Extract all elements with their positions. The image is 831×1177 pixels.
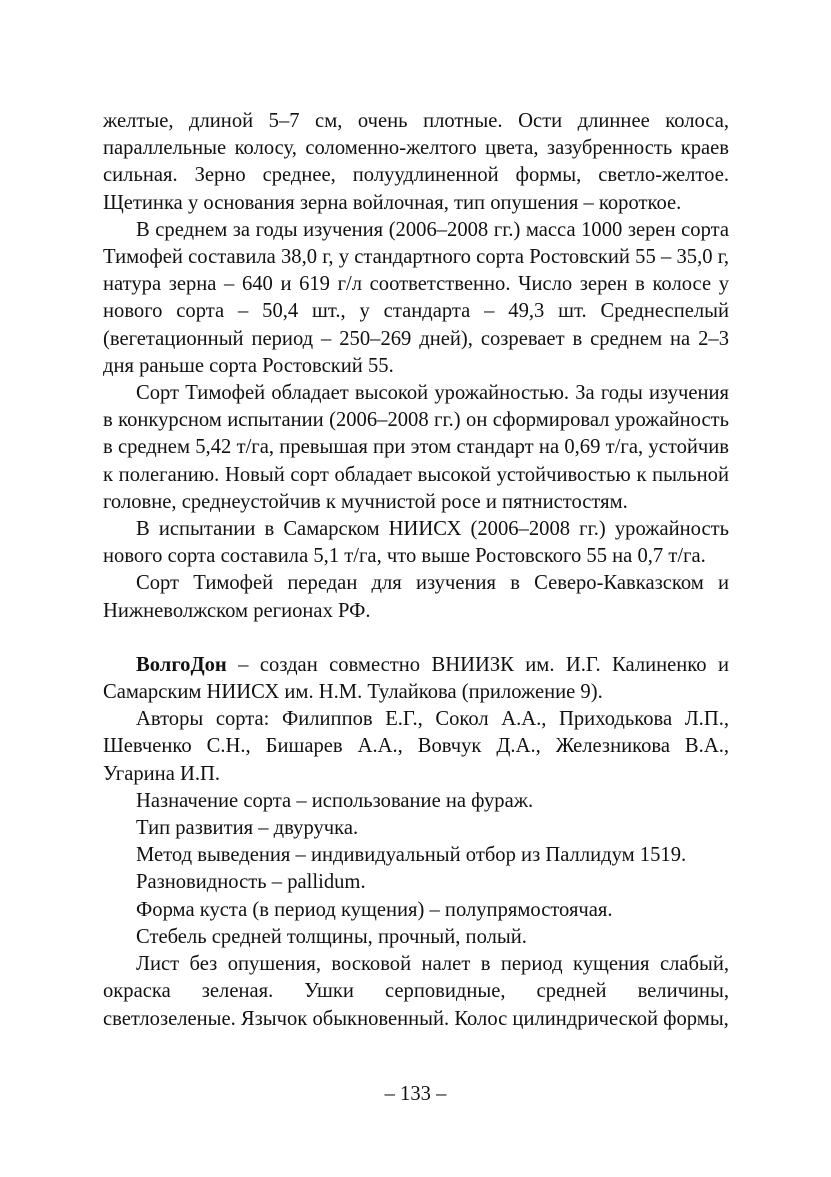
paragraph-purpose: Назначение сорта – использование на фураж. bbox=[136, 789, 534, 812]
paragraph-grain-mass: В среднем за годы изучения (2006–2008 гг.) масса 1000 зерен сорта Тимофей составила 38,0 г, у стандартного сорта Ростовский 55 – 35,0 г, натура зерна – 640 и 619 г/л соответственно. Число зерен в колосе у нового сорта – 50,4 шт., у стандарта – 49,3 шт. Среднеспелый (вегетационный период – 250–269 дней), созревает в среднем на 2–3 дня раньше сорта Ростовский 55. bbox=[103, 218, 729, 377]
paragraph-variety-intro bbox=[103, 652, 729, 706]
paragraph-bush-form: Форма куста (в период кущения) – полупрямостоячая. bbox=[136, 898, 613, 921]
section-gap bbox=[103, 625, 729, 652]
paragraph-stem: Стебель средней толщины, прочный, полый. bbox=[136, 925, 527, 948]
variety-intro-text: – создан совместно ВНИИЗК им. И.Г. Калиненко и Самарским НИИСХ им. Н.М. Тулайкова (приложение 9). bbox=[103, 653, 729, 704]
paragraph-transfer: Сорт Тимофей передан для изучения в Северо-Кавказском и Нижневолжском регионах РФ. bbox=[103, 572, 729, 622]
paragraph-authors: Авторы сорта: Филиппов Е.Г., Сокол А.А., Приходькова Л.П., Шевченко С.Н., Бишарев А.А., Вовчук Д.А., Железникова В.А., Угарина И.П. bbox=[103, 708, 729, 785]
paragraph-awn-grain: желтые, длиной 5–7 см, очень плотные. Ости длиннее колоса, параллельные колосу, соломенно-желтого цвета, зазубренность краев сильная. Зерно среднее, полуудлиненной формы, светло-желтое. Щетинка у основания зерна войлочная, тип опушения – короткое. bbox=[103, 110, 729, 214]
page-number: – 133 – bbox=[384, 1083, 447, 1105]
paragraph-samara-trial: В испытании в Самарском НИИСХ (2006–2008 гг.) урожайность нового сорта составила 5,1 т/га, что выше Ростовского 55 на 0,7 т/га. bbox=[103, 518, 729, 568]
paragraph-variety-type: Разновидность – pallidum. bbox=[136, 871, 366, 894]
paragraph-leaf: Лист без опушения, восковой налет в период кущения слабый, окраска зеленая. Ушки серповидные, средней величины, светлозеленые. Язычок обыкновенный. Колос цилиндрической формы, bbox=[103, 953, 729, 1030]
variety-name: ВолгоДон bbox=[136, 653, 227, 676]
body-text bbox=[103, 108, 729, 1033]
paragraph-breeding-method: Метод выведения – индивидуальный отбор из Паллидум 1519. bbox=[136, 844, 687, 867]
paragraph-development-type: Тип развития – двуручка. bbox=[136, 817, 359, 840]
paragraph-yield: Сорт Тимофей обладает высокой урожайностью. За годы изучения в конкурсном испытании (2006–2008 гг.) он сформировал урожайность в среднем 5,42 т/га, превышая при этом стандарт на 0,69 т/га, устойчив к полеганию. Новый сорт обладает высокой устойчивостью к пыльной головне, среднеустойчив к мучнистой росе и пятнистостям. bbox=[103, 382, 729, 513]
